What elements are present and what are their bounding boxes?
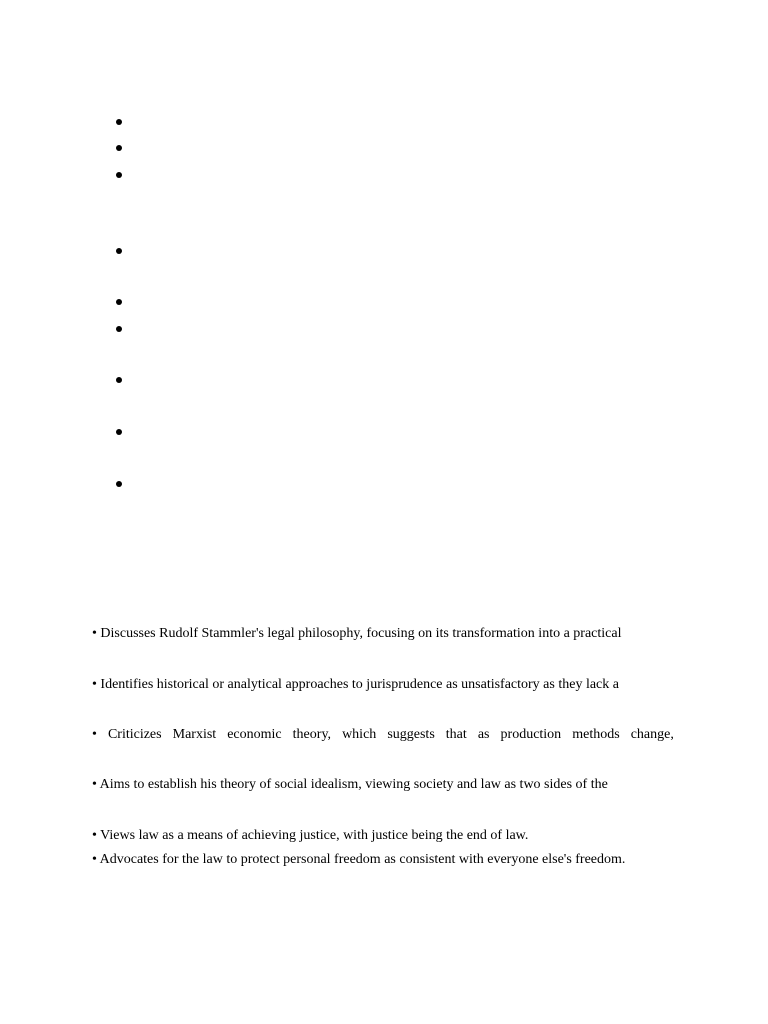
word: Criticizes — [107, 727, 162, 742]
bullet-text: • Discusses Rudolf Stammler's legal philosophy, focusing on its transformation into a practical — [92, 626, 622, 641]
word: economic — [227, 727, 282, 742]
bullet-text: • Views law as a means of achieving justice, with justice being the end of law. — [92, 828, 529, 843]
word: suggests — [387, 727, 435, 742]
word: • — [92, 727, 97, 742]
word: theory, — [292, 727, 332, 742]
word: methods — [572, 727, 620, 742]
bullet-line-jurisprudence-approaches — [92, 676, 674, 694]
list-bullet — [116, 119, 122, 125]
bullet-line-stammler-philosophy — [92, 625, 674, 643]
word: production — [500, 727, 562, 742]
bullet-text: • Aims to establish his theory of social idealism, viewing society and law as two sides of the — [92, 777, 608, 792]
list-bullet — [116, 172, 122, 178]
bullet-text: • Identifies historical or analytical approaches to jurisprudence as unsatisfactory as they lack a — [92, 677, 619, 692]
bullet-line-marxist-theory — [92, 726, 674, 744]
word: Marxist — [172, 727, 217, 742]
bullet-line-social-idealism — [92, 776, 674, 794]
list-bullet — [116, 429, 122, 435]
list-bullet — [116, 248, 122, 254]
list-bullet — [116, 299, 122, 305]
bullet-line-personal-freedom — [92, 851, 674, 869]
bullet-line-law-justice — [92, 827, 674, 845]
word: change, — [630, 727, 674, 742]
bullet-text: • Advocates for the law to protect personal freedom as consistent with everyone else's freedom. — [92, 852, 626, 867]
list-bullet — [116, 326, 122, 332]
list-bullet — [116, 377, 122, 383]
word: which — [342, 727, 377, 742]
word: that — [445, 727, 467, 742]
word: as — [477, 727, 490, 742]
list-bullet — [116, 481, 122, 487]
list-bullet — [116, 145, 122, 151]
